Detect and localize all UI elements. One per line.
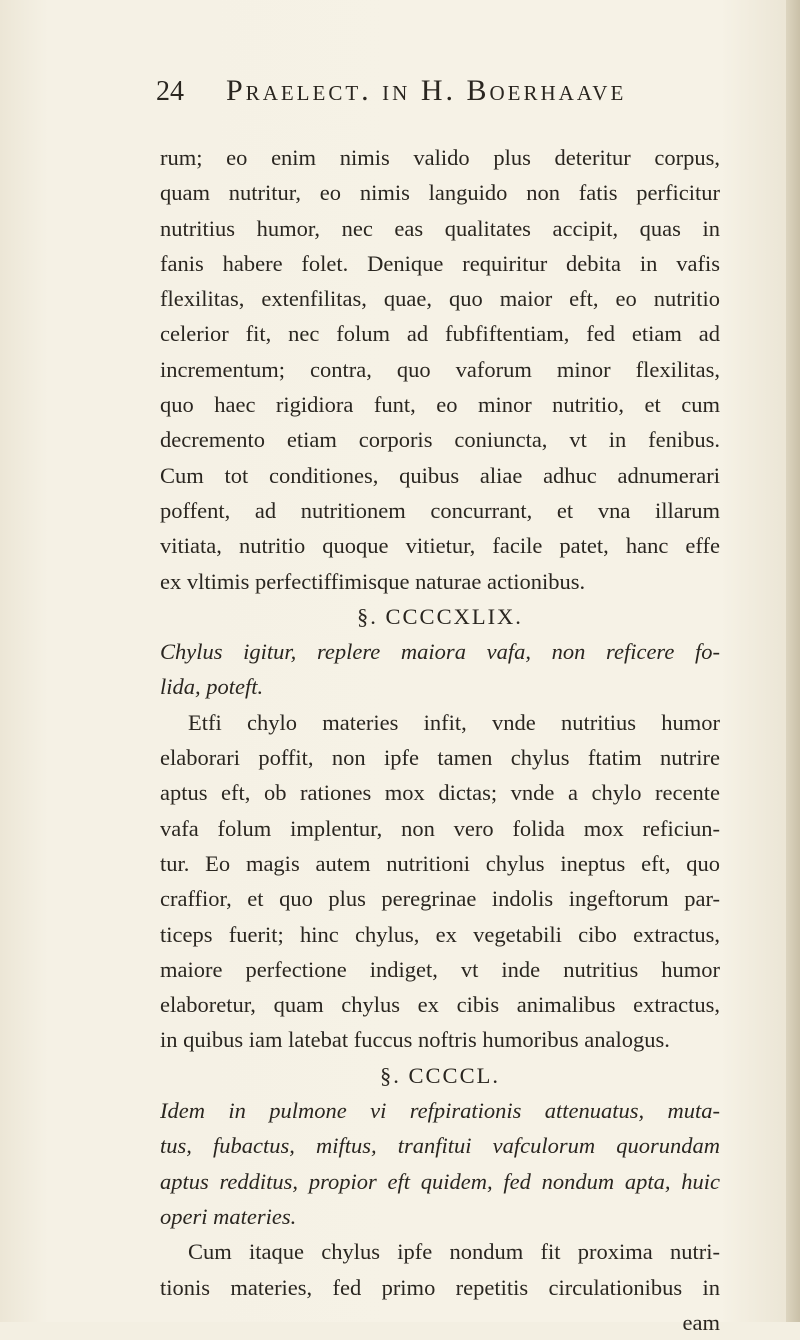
section-thesis [160,634,720,705]
text-line: fanis habere folet. Denique requiritur debita in vafis [160,250,720,276]
page-gutter-edge [786,0,800,1322]
thesis-line: operi materies. [160,1203,297,1229]
thesis-line: Chylus igitur, replere maiora vafa, non reficere fo- [160,639,720,665]
thesis-line: Idem in pulmone vi refpirationis attenuatus, muta- [160,1098,720,1124]
paragraph-continued [160,140,720,599]
section-paragraph [160,705,720,1058]
text-line: craffior, et quo plus peregrinae indolis ingeftorum par- [160,886,720,912]
section-thesis [160,1093,720,1234]
section-paragraph [160,1234,720,1340]
text-line: ex vltimis perfectiffimisque naturae actionibus. [160,568,586,594]
section-heading: §. CCCCXLIX. [357,603,523,629]
text-line: flexilitas, extenfilitas, quae, quo maior eft, eo nutritio [160,286,720,312]
text-line: elaboretur, quam chylus ex cibis animalibus extractus, [160,992,720,1018]
text-line: ticeps fuerit; hinc chylus, ex vegetabili cibo extractus, [160,921,720,947]
text-line: Etfi chylo materies infit, vnde nutritius humor [188,709,720,735]
text-line: aptus eft, ob rationes mox dictas; vnde a chylo recente [160,780,720,806]
text-line: tur. Eo magis autem nutritioni chylus ineptus eft, quo [160,850,720,876]
running-title: Praelect. in H. Boerhaave [226,74,627,107]
thesis-line: lida, poteft. [160,674,264,700]
text-line: quo haec rigidiora funt, eo minor nutritio, et cum [160,392,720,418]
section-heading: §. CCCCL. [380,1062,500,1088]
text-line: vitiata, nutritio quoque vitietur, facile patet, hanc effe [160,533,720,559]
text-line: celerior fit, nec folum ad fubfiftentiam, fed etiam ad [160,321,720,347]
text-line: elaborari poffit, non ipfe tamen chylus ftatim nutrire [160,745,720,771]
text-line: poffent, ad nutritionem concurrant, et vna illarum [160,497,720,523]
text-line: vafa folum implentur, non vero folida mox reficiun- [160,815,720,841]
page-number: 24 [156,76,184,107]
text-line: tionis materies, fed primo repetitis circulationibus in [160,1274,720,1300]
thesis-line: tus, fubactus, miftus, tranfitui vafculorum quorundam [160,1133,720,1159]
text-line: maiore perfectione indiget, vt inde nutritius humor [160,956,720,982]
catchword: eam [682,1309,720,1335]
text-line: Cum itaque chylus ipfe nondum fit proxima nutri- [188,1239,720,1265]
running-header [156,74,716,108]
text-line: in quibus iam latebat fuccus noftris humoribus analogus. [160,1027,670,1053]
page-body [160,140,720,1340]
text-line: nutritius humor, nec eas qualitates accipit, quas in [160,215,720,241]
text-line: decremento etiam corporis coniuncta, vt in fenibus. [160,427,720,453]
text-line: Cum tot conditiones, quibus aliae adhuc adnumerari [160,462,720,488]
thesis-line: aptus redditus, propior eft quidem, fed nondum apta, huic [160,1168,720,1194]
text-line: quam nutritur, eo nimis languido non fatis perficitur [160,180,720,206]
text-line: incrementum; contra, quo vaforum minor flexilitas, [160,356,720,382]
text-line: rum; eo enim nimis valido plus deteritur corpus, [160,145,720,170]
